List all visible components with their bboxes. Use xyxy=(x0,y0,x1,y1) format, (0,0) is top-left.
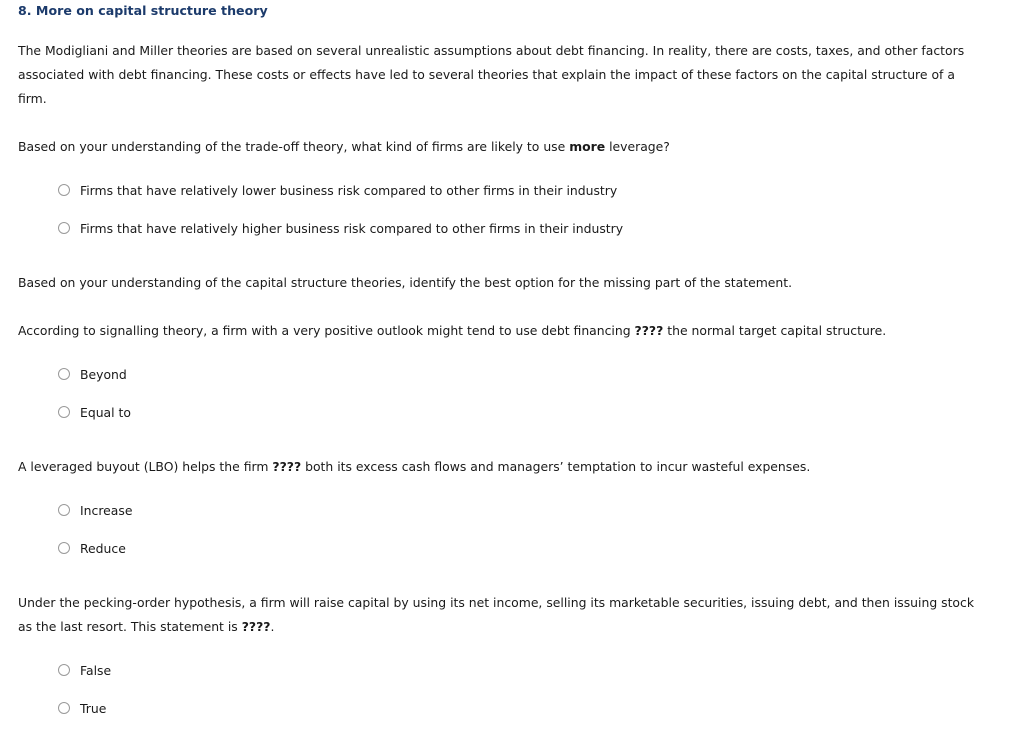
question-4-blank: ???? xyxy=(241,619,271,634)
q2-option-beyond[interactable] xyxy=(58,364,127,384)
radio-button[interactable] xyxy=(58,504,70,516)
option-label: Reduce xyxy=(80,540,126,556)
radio-button[interactable] xyxy=(58,406,70,418)
option-label: False xyxy=(80,662,112,678)
option-label: Firms that have relatively lower business risk compared to other firms in their industry xyxy=(80,182,618,198)
question-4-prefix: Under the pecking-order hypothesis, a firm will raise capital by using its net income, selling its marketable securities, issuing debt, and then issuing stock as the last resort. This statement is xyxy=(18,595,975,634)
option-label: True xyxy=(80,700,107,716)
question-2-suffix: the normal target capital structure. xyxy=(663,323,887,338)
question-1-prefix: Based on your understanding of the trade-off theory, what kind of firms are likely to use xyxy=(18,139,570,154)
q1-option-higher-risk[interactable] xyxy=(58,218,623,238)
q2-option-equal-to[interactable] xyxy=(58,402,131,422)
question-3-blank: ???? xyxy=(272,459,302,474)
q3-option-reduce[interactable] xyxy=(58,538,126,558)
question-1-emphasis: more xyxy=(569,139,606,154)
option-label: Increase xyxy=(80,502,133,518)
question-3-prefix: A leveraged buyout (LBO) helps the firm xyxy=(18,459,273,474)
question-4-text xyxy=(18,591,978,639)
question-2-blank: ???? xyxy=(634,323,664,338)
q4-option-false[interactable] xyxy=(58,660,111,680)
question-4-suffix: . xyxy=(270,619,275,634)
question-title: 8. More on capital structure theory xyxy=(18,3,268,18)
question-3-text xyxy=(18,455,978,479)
question-2-prefix: According to signalling theory, a firm with a very positive outlook might tend to use debt financing xyxy=(18,323,635,338)
q1-option-lower-risk[interactable] xyxy=(58,180,617,200)
q3-option-increase[interactable] xyxy=(58,500,132,520)
radio-button[interactable] xyxy=(58,542,70,554)
intro-paragraph: The Modigliani and Miller theories are based on several unrealistic assumptions about debt financing. In reality, there are costs, taxes, and other factors associated with debt financing. These costs or effects have led to several theories that explain the impact of these factors on the capital structure of a firm. xyxy=(18,43,965,106)
option-label: Firms that have relatively higher business risk compared to other firms in their industry xyxy=(80,220,624,236)
instruction-text: Based on your understanding of the capital structure theories, identify the best option for the missing part of the statement. xyxy=(18,275,793,290)
option-label: Beyond xyxy=(80,366,127,382)
question-3-suffix: both its excess cash flows and managers’ temptation to incur wasteful expenses. xyxy=(301,459,811,474)
q4-option-true[interactable] xyxy=(58,698,106,718)
radio-button[interactable] xyxy=(58,368,70,380)
question-1-text xyxy=(18,135,978,159)
radio-button[interactable] xyxy=(58,222,70,234)
question-1-suffix: leverage? xyxy=(605,139,670,154)
radio-button[interactable] xyxy=(58,184,70,196)
radio-button[interactable] xyxy=(58,702,70,714)
radio-button[interactable] xyxy=(58,664,70,676)
option-label: Equal to xyxy=(80,404,131,420)
question-2-text xyxy=(18,319,978,343)
